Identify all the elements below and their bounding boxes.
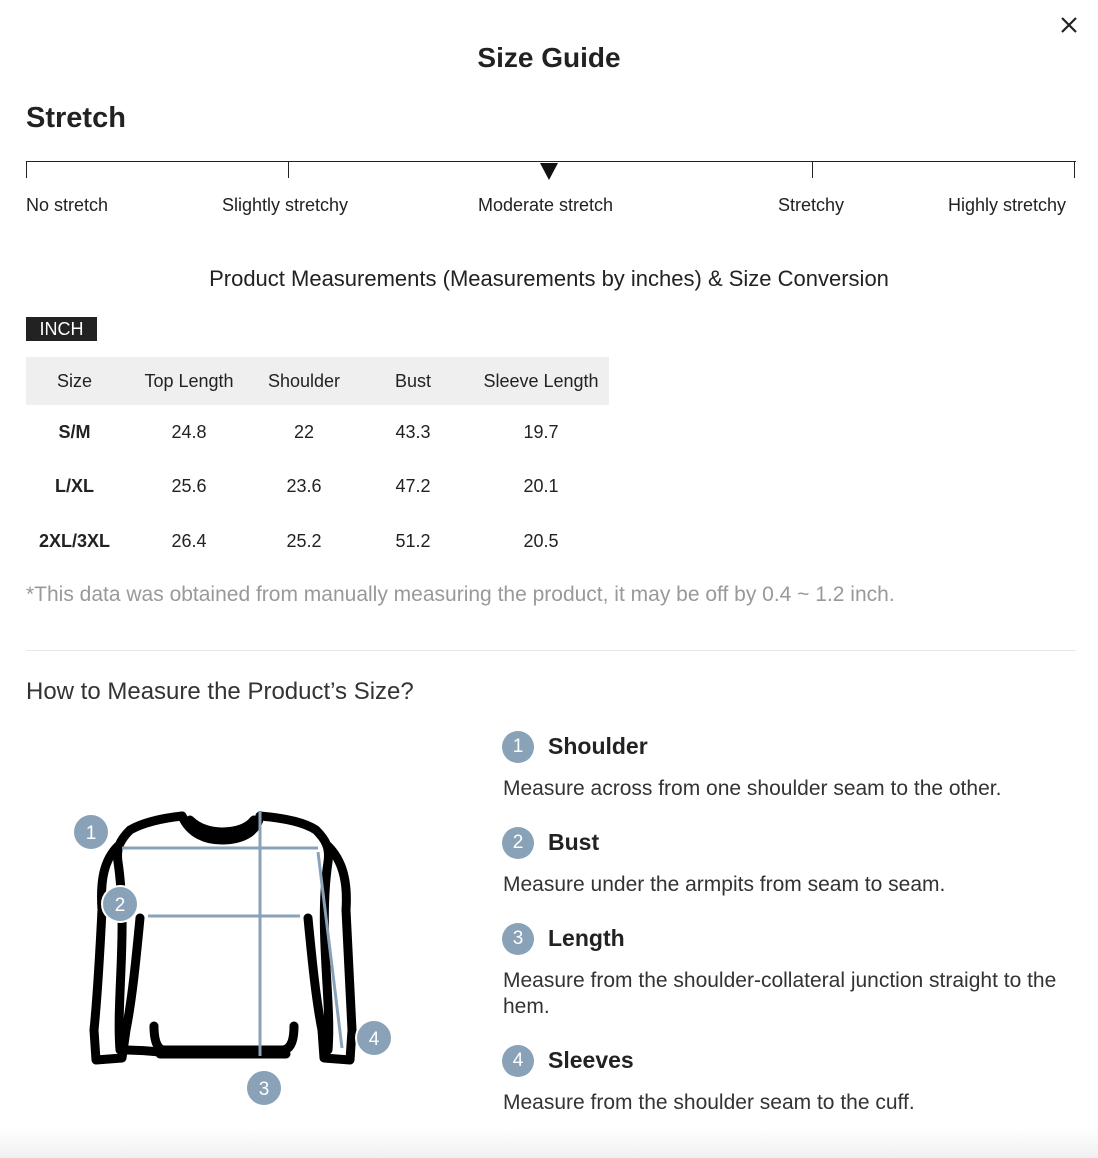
step-desc-shoulder: Measure across from one shoulder seam to the other. xyxy=(503,777,1002,800)
stretch-heading: Stretch xyxy=(26,102,126,134)
sweater-diagram-icon xyxy=(60,800,410,1110)
how-to-measure-title: How to Measure the Product’s Size? xyxy=(26,678,414,705)
bust-cell: 43.3 xyxy=(395,421,431,442)
section-divider xyxy=(26,650,1076,651)
shoulder-cell: 25.2 xyxy=(286,530,322,551)
unit-tab-inch[interactable]: INCH xyxy=(26,317,97,341)
shoulder-cell: 23.6 xyxy=(286,476,322,497)
diagram-marker: 1 xyxy=(85,823,97,844)
column-header-size: Size xyxy=(26,357,123,405)
sleeve-length-cell: 19.7 xyxy=(523,421,559,442)
page-title: Size Guide xyxy=(477,42,621,73)
stretch-label-highly-stretchy: Highly stretchy xyxy=(948,195,1067,215)
step-desc-sleeves: Measure from the shoulder seam to the cuff. xyxy=(503,1091,915,1114)
size-cell: L/XL xyxy=(55,476,94,497)
column-header-top-length: Top Length xyxy=(123,357,255,405)
stretch-scale-line xyxy=(26,161,1076,162)
stretch-label-slightly-stretchy: Slightly stretchy xyxy=(222,195,349,215)
step-number-badge: 4 xyxy=(502,1045,534,1077)
top-length-cell: 24.8 xyxy=(171,421,207,442)
step-title-bust: Bust xyxy=(548,829,600,855)
step-title-sleeves: Sleeves xyxy=(548,1047,634,1073)
table-row xyxy=(26,460,609,515)
sleeve-length-cell: 20.5 xyxy=(523,530,559,551)
close-button[interactable] xyxy=(1056,12,1082,38)
measurement-disclaimer: *This data was obtained from manually measuring the product, it may be off by 0.4 ~ 1.2 inch. xyxy=(26,583,895,606)
step-number-badge: 3 xyxy=(502,923,534,955)
step-number-badge: 2 xyxy=(502,827,534,859)
table-header-row xyxy=(26,357,609,405)
size-cell: S/M xyxy=(58,421,91,442)
sleeve-length-cell: 20.1 xyxy=(523,476,559,497)
step-title-shoulder: Shoulder xyxy=(548,733,648,759)
column-header-shoulder: Shoulder xyxy=(255,357,353,405)
column-header-sleeve-length: Sleeve Length xyxy=(473,357,609,405)
bust-cell: 51.2 xyxy=(395,530,431,551)
step-desc-length: Measure from the shoulder-collateral junction straight to the hem. xyxy=(503,969,1057,1018)
step-desc-bust: Measure under the armpits from seam to seam. xyxy=(503,873,946,896)
measurements-title: Product Measurements (Measurements by inches) & Size Conversion xyxy=(209,266,889,291)
table-row xyxy=(26,405,609,460)
table-row xyxy=(26,514,609,569)
diagram-marker: 4 xyxy=(368,1029,380,1050)
close-icon xyxy=(1056,12,1082,38)
stretch-tick xyxy=(288,162,289,178)
stretch-label-no-stretch: No stretch xyxy=(26,195,109,215)
diagram-marker: 2 xyxy=(114,895,126,916)
size-cell: 2XL/3XL xyxy=(38,530,111,551)
bust-cell: 47.2 xyxy=(395,476,431,497)
stretch-tick xyxy=(26,162,27,178)
size-table xyxy=(26,357,609,569)
bottom-fade xyxy=(0,1128,1098,1158)
diagram-marker: 3 xyxy=(258,1079,270,1100)
top-length-cell: 25.6 xyxy=(171,476,207,497)
top-length-cell: 26.4 xyxy=(171,530,207,551)
stretch-tick xyxy=(812,162,813,178)
stretch-label-stretchy: Stretchy xyxy=(778,195,845,215)
step-title-length: Length xyxy=(548,925,625,951)
column-header-bust: Bust xyxy=(353,357,473,405)
step-number-badge: 1 xyxy=(502,731,534,763)
stretch-tick xyxy=(1074,162,1075,178)
shoulder-cell: 22 xyxy=(293,421,315,442)
stretch-label-moderate-stretch: Moderate stretch xyxy=(478,195,614,215)
stretch-indicator-icon xyxy=(540,163,558,180)
